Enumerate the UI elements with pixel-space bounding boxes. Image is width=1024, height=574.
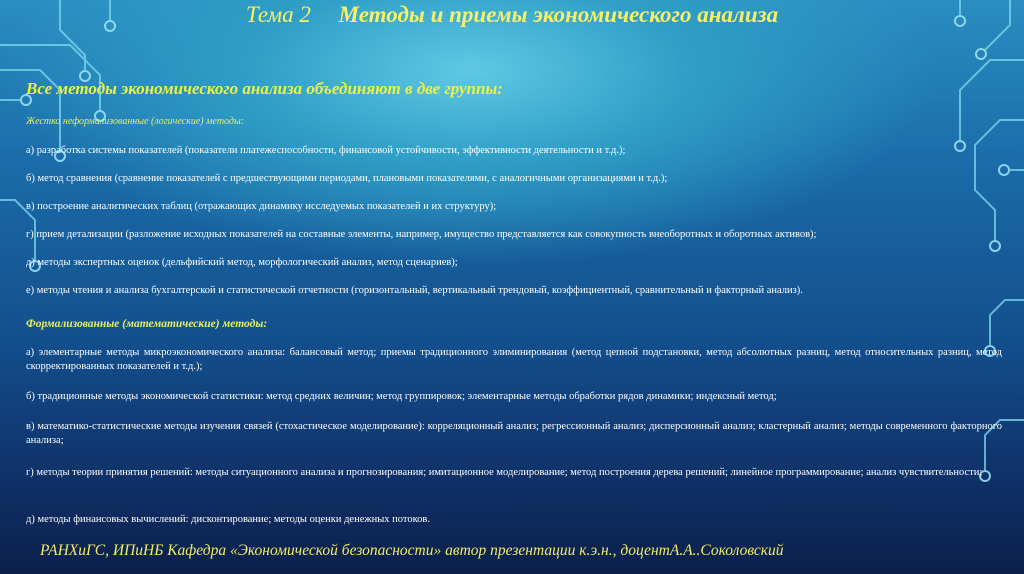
group2-item-e: д) методы финансовых вычислений: дисконтирование; методы оценки денежных потоков.	[26, 514, 431, 525]
group2-item-d: г) методы теории принятия решений: методы ситуационного анализа и прогнозирования; имитационное моделирование; метод построения дерева решений; линейное программирование; анализ чувствительности;	[26, 467, 983, 478]
title-main: Методы и приемы экономического анализа	[338, 2, 779, 27]
group1-item-d: г) прием детализации (разложение исходных показателей на составные элементы, например, имущество представляется как совокупность внеоборотных и оборотных активов);	[26, 229, 817, 240]
group2-item-b: б) традиционные методы экономической статистики: метод средних величин; метод группировок; элементарные методы обработки рядов динамики; индексный метод;	[26, 391, 777, 402]
group1-item-f: е) методы чтения и анализа бухгалтерской и статистической отчетности (горизонтальный, вертикальный трендовый, коэффициентный, сравнительный и факторный анализ).	[26, 285, 803, 296]
group1-item-a: а) разработка системы показателей (показатели платежеспособности, финансовой устойчивости, эффективности деятельности и т.д.);	[26, 145, 626, 156]
slide-title	[0, 2, 1024, 28]
group1-title: Жестко неформализованные (логические) методы:	[26, 116, 245, 127]
group2-item-a: а) элементарные методы микроэкономического анализа: балансовый метод; приемы традиционного элиминирования (метод цепной подстановки, метод абсолютных разниц, метод относительных разниц, метод скорректированных показателей и т.д.);	[26, 347, 1002, 372]
section-heading: Все методы экономического анализа объединяют в две группы:	[26, 79, 503, 98]
group1-item-c: в) построение аналитических таблиц (отражающих динамику исследуемых показателей и их структуру);	[26, 201, 497, 212]
group2-item-c: в) математико-статистические методы изучения связей (стохастическое моделирование): корреляционный анализ; регрессионный анализ; дисперсионный анализ; кластерный анализ; методы современного факторного анализа;	[26, 421, 1002, 446]
group1-item-e: д) методы экспертных оценок (дельфийский метод, морфологический анализ, метод сценариев);	[26, 257, 458, 268]
slide-footer: РАНХиГС, ИПиНБ Кафедра «Экономической безопасности» автор презентации к.э.н., доцентА.А..Соколовский	[40, 542, 784, 559]
circuit-board-lines-right	[960, 0, 1024, 470]
group2-title: Формализованные (математические) методы:	[26, 318, 268, 330]
title-topic-number: Тема 2	[245, 2, 311, 27]
group1-item-b: б) метод сравнения (сравнение показателей с предшествующими периодами, плановыми показателями, с аналогичными организациями и т.д.);	[26, 173, 668, 184]
circuit-board-lines-left	[0, 0, 110, 260]
